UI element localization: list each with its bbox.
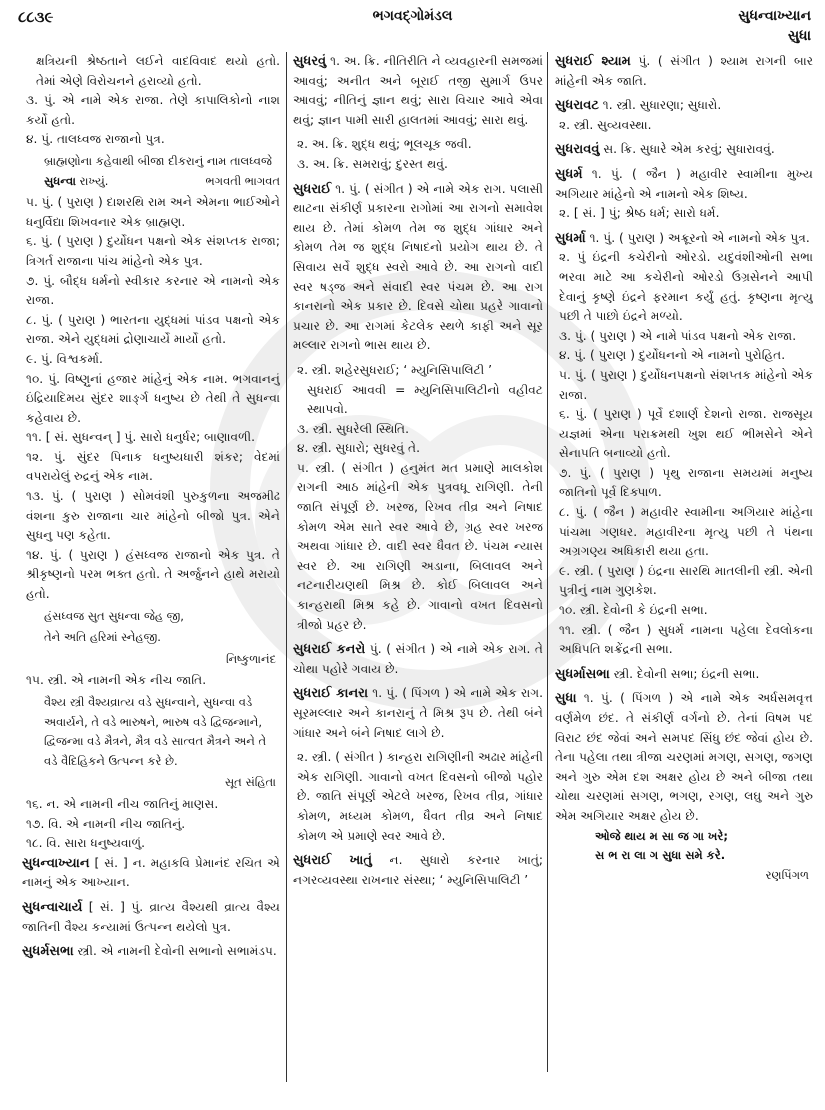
definition: ૧. પું. ( સંગીત ) એ નામે એક રાગ. પલાસી થાટના સંકીર્ણ પ્રકારના રાગોમાં આ રાગનો સમાવેશ થાય છે. તેમાં કોમળ તેમ જ શુદ્ધ ગાંધાર અને કોમળ તેમ જ શુદ્ધ નિષાદનો પ્રયોગ થાય છે. તે સિવાય સર્વે શુદ્ધ સ્વરો આવે છે. આ રાગનો વાદી સ્વર ષડ્જ અને સંવાદી સ્વર પંચમ છે. આ રાગ કાનરાનો એક પ્રકાર છે. દિવસે ચોથા પ્રહરે ગાવાનો પ્રચાર છે. આ રાગમાં કેટલેક સ્થળે કાફી અને સૂર મલ્લાર રાગનો ભાસ થાય છે. (293, 181, 543, 353)
sense-text: ૨. અ. ક્રિ. શુદ્ધ થવું; ભૂલચૂક જવી. (297, 137, 472, 152)
dictionary-entry (555, 165, 813, 204)
headword: સુધન્વાખ્યાન (22, 855, 90, 871)
definition: [ સં. ] પું. વ્રાત્ય વૈશ્યથી વ્રાત્ય વૈશ્ય જાતિની વૈશ્ય કન્યામાં ઉત્પન્ન થયેલો પુત્ર. (22, 899, 280, 934)
sense-text: ૧૮. વિ. સારા ધનુષ્યવાળું. (26, 836, 146, 851)
sense-text: ૨. સ્ત્રી. શહેરસુધરાઈ; ‘ મ્યુનિસિપાલિટી ’ (297, 362, 492, 377)
sense-text: ૧૩. પું. ( પુરાણ ) સોમવંશી પુરુકુળના અજમીઢ વંશના કુરુ રાજાના ચાર માંહેનો બીજો પુત્ર. એને સુધનુ પણ કહેતા. (26, 489, 280, 543)
definition: પું. ( સંગીત ) એ નામે એક રાગ. તે ચોથા પહોરે ગવાય છે. (293, 642, 543, 676)
definition: ૧. સ્ત્રી. સુધારણા; સુધારો. (602, 98, 722, 113)
column-1 (22, 52, 280, 1070)
sense-text: ૩. પું. ( પુરાણ ) એ નામે પાંડવ પક્ષનો એક રાજા. (559, 328, 797, 343)
sense-text: ૮. પું. ( પુરાણ ) ભારતના યુદ્ધમાં પાંડવ પક્ષનો એક રાજા. એને યુદ્ધમાં દ્રોણાચાર્યે માર્યો હતો. (26, 312, 280, 347)
dictionary-entry (293, 640, 543, 679)
dictionary-entry (555, 689, 813, 826)
headword: સુધરાઈ કનરો (293, 642, 366, 658)
dictionary-entry (555, 229, 813, 249)
dictionary-entry (555, 96, 813, 116)
citation-source: નિષ્કુળાનંદ (226, 651, 276, 666)
guide-word-last: સુધા (787, 28, 811, 44)
sense-text: ૪. સ્ત્રી. સુધારો; સુધરવું તે. (297, 441, 420, 456)
sense-text: ૨. પું ઇંદ્રની કચેરીનો ઓરડો. યદુવંશીઓની સભા ભરવા માટે આ કચેરીનો ઓરડો ઉગ્રસેનને આપી દેવાનું કૃષ્ણે ઇંદ્રને ફરમાન કર્યું હતું. કૃષ્ણના મૃત્યુ પછી તે પાછો ઇંદ્રને મળ્યો. (559, 250, 813, 324)
sense-text: ૨. સ્ત્રી. સુવ્યવસ્થા. (559, 117, 652, 132)
verse-line: ઓજે થાય મ સા જ ગા ખરે; (595, 828, 728, 843)
page-number: ૮૮૩૯ (18, 8, 54, 26)
sense-text: ૩. પું. એ નામે એક રાજા. તેણે કાપાલિકોનો નાશ કર્યો હતો. (26, 93, 280, 127)
sense-text: ૧૭. વિ. એ નામની નીચ જાતિનું. (26, 816, 186, 831)
sense-text: ૩. સ્ત્રી. સુધરેલી સ્થિતિ. (297, 421, 410, 436)
sense-text: ૬. પું. ( પુરાણ ) દુર્યોધન પક્ષનો એક સંશપ્તક રાજા; ત્રિગર્ત રાજાના પાંચ માંહેનો એક પુત્ર. (26, 234, 280, 268)
dictionary-entry (555, 140, 813, 160)
citation-source: રણપિંગળ (765, 867, 809, 882)
definition: સ. ક્રિ. સુધારે એમ કરવું; સુધારાવવું. (603, 142, 775, 157)
dictionary-entry (293, 684, 543, 743)
verse-line: હંસધ્વજ સુત સુધન્વા જેહ જી, (44, 608, 184, 623)
headword: સુધર્મસભા (22, 944, 74, 960)
headword: સુધન્વાચાર્ય (22, 899, 83, 915)
sense-text: ૧૫. સ્ત્રી. એ નામની એક નીચ જાતિ. (26, 673, 207, 688)
definition: સ્ત્રી. દેવોની સભા; ઇંદ્રની સભા. (613, 666, 760, 681)
definition: ૧. અ. ક્રિ. નીતિરીતિ ને વ્યવહારની સમજમાં આવવું; અનીત અને બૂરાઈ તજી સુમાર્ગ ઉપર આવવું; નીતિનું જ્ઞાન થવું; સારા વિચાર આવે એવા થવું; જ્ઞાન પામી સારી હાલતમાં આવવું; સારા થવું. (293, 54, 543, 127)
definition: ન. સુધારો કરનાર ખાતું; નગરવ્યવસ્થા રાખનાર સંસ્થા; ‘ મ્યુનિસિપાલિટી ’ (293, 853, 543, 887)
sense-text: ૯. પું. વિશ્વકર્મા. (26, 351, 103, 366)
sense-text: ૧૪. પું. ( પુરાણ ) હંસધ્વજ રાજાનો એક પુત્ર. તે શ્રીકૃષ્ણનો પરમ ભક્ત હતો. તે અર્જુનને હાથે મરાયો હતો. (26, 547, 280, 602)
dictionary-entry (555, 665, 813, 685)
guide-word-first: સુધન્વાખ્યાન (738, 8, 811, 24)
sense-text: ૫. પું. ( પુરાણ ) દુર્યોધનપક્ષનો સંશપ્તક માંહેનો એક રાજા. (559, 367, 813, 402)
running-title: ભગવદ્ગોમંડલ (372, 8, 453, 24)
sense-text: ૪. પું. તાલધ્વજ રાજાનો પુત્ર. (26, 132, 165, 147)
sense-text: ૧૨. પું. સુંદર પિનાક ધનુષ્યધારી શંકર; વેદમાં વપરાયેલું રુદ્રનું એક નામ. (26, 449, 280, 484)
sense-text: ૯. સ્ત્રી. ( પુરાણ ) ઇંદ્રના સારથિ માતલીની સ્ત્રી. એની પુત્રીનું નામ ગુણકેશ. (559, 563, 813, 598)
definition: પું. ( સંગીત ) શ્યામ રાગની બાર માંહેની એક જાતિ. (555, 54, 813, 88)
page-header (0, 0, 825, 50)
sense-text: ૧૬. ન. એ નામની નીચ જાતિનું માણસ. (26, 796, 219, 811)
headword: સુધર્માસભા (555, 666, 610, 682)
definition: ૧. પું. ( જૈન ) મહાવીર સ્વામીના મુખ્ય અગિયાર માંહેનો એ નામનો એક શિષ્ય. (555, 166, 813, 201)
sense-text: ૧૦. સ્ત્રી. દેવોની કે ઇંદ્રની સભા. (559, 603, 708, 618)
headword: સુધરાઈ (293, 181, 332, 197)
definition: [ સં. ] ન. મહાકવિ પ્રેમાનંદ રચિત એ નામનું એક આખ્યાન. (22, 855, 280, 890)
sense-text: ૮. પું. ( જૈન ) મહાવીર સ્વામીના અગિયાર માંહેના પાંચમા ગણધર. મહાવીરના મૃત્યુ પછી તે પંથના અગ્રગણ્ય અધિકારી થયા હતા. (559, 505, 813, 559)
sense-text: ૫. પું. ( પુરાણ ) દાશરથિ રામ અને એમના ભાઈઓને ધનુર્વિદ્યા શિખવનાર એક બ્રાહ્મણ. (26, 195, 280, 229)
sense-text: ૧૦. પું. વિષ્ણુનાં હજાર માંહેનું એક નામ. ભગવાનનું ઇંદ્રિયાદિમય સુંદર શાર્ઙ્ગ ધનુષ્ય છે તેથી તે સુધન્વા કહેવાય છે. (26, 371, 280, 425)
sense-text: ૧૧. સ્ત્રી. ( જૈન ) સુધર્મ નામના પહેલા દેવલોકના અધિપતિ શક્રેંદ્રની સભા. (559, 622, 813, 657)
definition: ૧. પું. ( પિંગળ ) એ નામે એક રાગ. સૂરમલ્લાર અને કાનરાનું તે મિશ્ર રૂપ છે. તેથી બંને ગાંધાર અને બંને નિષાદ લાગે છે. (293, 686, 543, 740)
sense-text: ૪. પું. ( પુરાણ ) દુર્યોધનનો એ નામનો પુરોહિત. (559, 348, 786, 363)
headword: સુધરાઈ ખાતું (293, 853, 372, 869)
citation-source: સૂત સંહિતા (224, 775, 276, 790)
headword: સુધરાવટ (555, 98, 599, 114)
dictionary-entry (293, 180, 543, 356)
column-2 (293, 52, 543, 1070)
sense-text: ૨. સ્ત્રી. ( સંગીત ) કાન્હરા રાગિણીની અઢાર માંહેની એક રાગિણી. ગાવાનો વખત દિવસનો બીજો પહોર છે. જાતિ સંપૂર્ણ એટલે ખરજ, રિખવ તીવ્ર, ગાંધાર કોમળ, મધ્યમ કોમળ, ધૈવત તીવ્ર અને નિષાદ કોમળ એ પ્રમાણે સ્વર આવે છે. (297, 750, 543, 843)
citation-source: ભગવતી ભાગવત (205, 173, 280, 188)
dictionary-entry (555, 52, 813, 91)
column-divider (286, 52, 287, 1082)
verse-line: તેને અતિ હરિમાં સ્નેહજી. (44, 630, 161, 645)
sense-text: ૭. પું. બૌદ્ધ ધર્મનો સ્વીકાર કરનાર એ નામનો એક રાજા. (26, 273, 280, 308)
column-3 (555, 52, 813, 1070)
headword: સુધરાઈ શ્યામ (555, 54, 631, 69)
sense-text: ૩. અ. ક્રિ. સમરાવું; દુરસ્ત થવું. (297, 156, 448, 171)
sense-text: સુધરાઈ આવવી = મ્યુનિસિપાલિટીનો વહીવટ સ્થાપવો. (307, 382, 543, 417)
sense-text: ૭. પું. ( પુરાણ ) પૃથુ રાજાના સમયમાં મનુષ્ય જાતિનો પૂર્વ દિક્પાળ. (559, 465, 813, 500)
sense-text: ૨. [ સં. ] પું; શ્રેષ્ઠ ધર્મ; સારો ધર્મ. (559, 206, 720, 221)
citation-quote: બ્રાહ્મણોના કહેવાથી બીજા દીકરાનું નામ તાલધ્વજે સુધન્વા રાખ્યું. ભગવતી ભાગવત (22, 152, 280, 191)
headword: સુધર્મ (555, 166, 583, 182)
definition: ૧. પું. ( પુરાણ ) અક્રૂરનો એ નામનો એક પુત્ર. (589, 230, 810, 245)
sense-text: ૫. સ્ત્રી. ( સંગીત ) હનુમંત મત પ્રમાણે માલકોશ રાગની આઠ માંહેની એક પુત્રવધૂ રાગિણી. તેની જાતિ સંપૂર્ણ છે. ખરજ, રિખવ તીવ્ર અને નિષાદ કોમળ એમ સાતે સ્વર આવે છે, ગ્રહ સ્વર ખરજ અથવા ગાંધાર છે. વાદી સ્વર ધૈવત છે. પંચમ ન્યાસ સ્વર છે. આ રાગિણી અડાના, બિલાવલ અને નટનારીયણથી મિશ્ર છે. કોઈ બિલાવલ અને કાન્હરાથી મિશ્ર કહે છે. ગાવાનો વખત દિવસનો ત્રીજો પ્રહર છે. (297, 460, 543, 632)
dictionary-entry (22, 854, 280, 893)
headword: સુધા (555, 691, 577, 707)
column-divider (547, 52, 548, 1072)
sense-text: ક્ષત્રિયની શ્રેષ્ઠતાને લઈને વાદવિવાદ થયો હતો. તેમાં એણે વિરોચનને હરાવ્યો હતો. (36, 54, 280, 88)
headword: સુધરાવવું (555, 142, 600, 158)
dictionary-entry (293, 851, 543, 890)
verse-line: સ ભ રા લા ગ સુધા સમે કરે. (595, 848, 726, 863)
definition: સ્ત્રી. એ નામની દેવોની સભાનો સભામંડપ. (77, 944, 277, 959)
headword: સુધરવું (293, 54, 327, 69)
dictionary-entry (293, 52, 543, 130)
headword: સુધરાઈ કાનરા (293, 686, 369, 702)
definition: ૧. પું. ( પિંગળ ) એ નામે એક અર્ધસમવૃત્ત વર્ણમેળ છંદ. તે સંકીર્ણ વર્ગનો છે. તેનાં વિષમ પદ વિરાટ છંદ જેવાં અને સમપદ સિંધુ છંદ જેવાં હોય છે. તેના પહેલા તથા ત્રીજા ચરણમાં મગણ, સગણ, જગણ અને ગુરુ એમ દશ અક્ષર હોય છે અને બીજા તથા ચોથા ચરણમાં સગણ, ભગણ, રગણ, લઘુ અને ગુરુ એમ અગિયાર અક્ષર હોય છે. (555, 691, 813, 823)
sense-text: ૧૧. [ સં. સુધન્વન્ ] પું. સારો ધનુર્ધર; બાણાવળી. (26, 430, 255, 445)
sense-text: ૬. પું. ( પુરાણ ) પૂર્વે દશાર્ણ દેશનો રાજા. રાજસૂય યજ્ઞમાં એના પરાક્રમથી ખુશ થઈ ભીમસેને એને સેનાપતિ બનાવ્યો હતો. (559, 407, 813, 461)
headword: સુધર્મા (555, 230, 586, 246)
dictionary-entry (22, 898, 280, 937)
citation-quote: વૈશ્ય સ્ત્રી વૈશ્યવ્રાત્ય વડે સુધન્વાને, સુધન્વા વડે અવાર્યને, તે વડે ભારુષને, ભારુષ વડે દ્વિજન્માને, દ્વિજન્મા વડે મૈત્રને, મૈત્ર વડે સાત્વત મૈત્રને અને તે વડે વૈદિહિકને ઉત્પન્ન કરે છે. (44, 695, 267, 768)
dictionary-entry (22, 942, 280, 962)
